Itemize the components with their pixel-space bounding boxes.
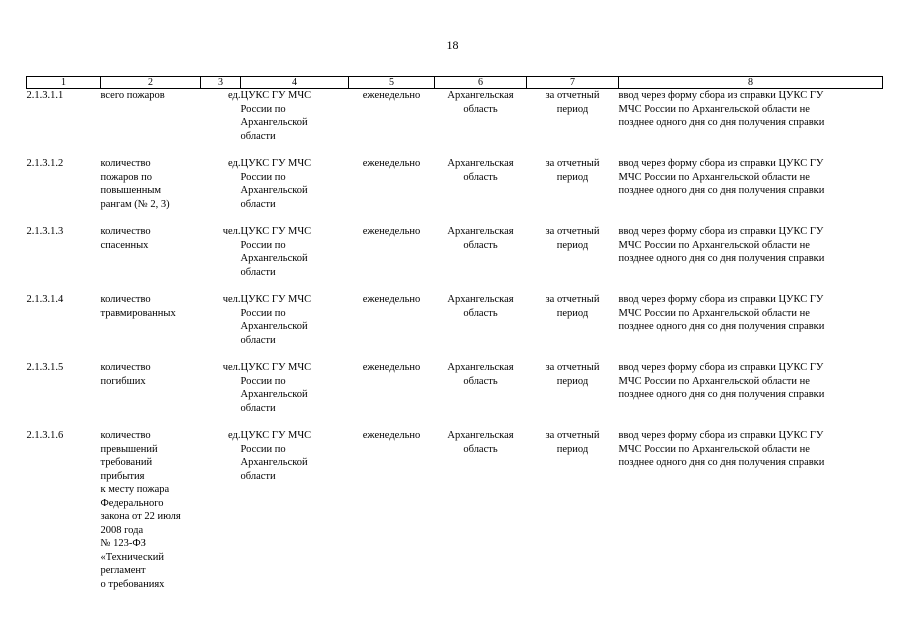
- row-frequency: еженедельно: [362, 226, 421, 237]
- column-header-2: 2: [101, 77, 201, 89]
- row-indicator: количество спасенных: [100, 226, 151, 251]
- row-source: ЦУКС ГУ МЧС России по Архангельской области: [240, 90, 312, 142]
- row-frequency: еженедельно: [362, 158, 421, 169]
- column-header-7: 7: [527, 77, 619, 89]
- table-row: [27, 361, 883, 429]
- row-source: ЦУКС ГУ МЧС России по Архангельской области: [240, 430, 312, 482]
- row-unit: ед.: [228, 430, 241, 441]
- row-territory: Архангельская область: [447, 294, 514, 319]
- table-row: [27, 225, 883, 293]
- row-source: ЦУКС ГУ МЧС России по Архангельской области: [240, 158, 312, 210]
- row-indicator: количество погибших: [100, 362, 151, 387]
- row-code: 2.1.3.1.4: [26, 294, 64, 305]
- row-unit: чел.: [222, 226, 241, 237]
- row-territory: Архангельская область: [447, 226, 514, 251]
- row-indicator: количество пожаров по повышенным рангам (№ 2, 3): [100, 158, 170, 210]
- row-territory: Архангельская область: [447, 90, 514, 115]
- row-period: за отчетный период: [545, 430, 600, 455]
- row-code: 2.1.3.1.3: [26, 226, 64, 237]
- page-number: 18: [446, 38, 459, 52]
- row-period: за отчетный период: [545, 294, 600, 319]
- row-source: ЦУКС ГУ МЧС России по Архангельской области: [240, 226, 312, 278]
- column-number-header: [27, 77, 883, 89]
- column-header-1: 1: [27, 77, 101, 89]
- table-row: [27, 293, 883, 361]
- row-indicator: количество превышений требований прибытия к месту пожара Федерального закона от 22 июля 2008 года № 123-ФЗ «Технический регламент о требованиях: [100, 430, 181, 590]
- row-territory: Архангельская область: [447, 430, 514, 455]
- data-table: [26, 76, 883, 605]
- column-header-5: 5: [349, 77, 435, 89]
- row-frequency: еженедельно: [362, 294, 421, 305]
- row-frequency: еженедельно: [362, 362, 421, 373]
- row-source: ЦУКС ГУ МЧС России по Архангельской области: [240, 294, 312, 346]
- table-row: [27, 157, 883, 225]
- row-code: 2.1.3.1.2: [26, 158, 64, 169]
- row-territory: Архангельская область: [447, 362, 514, 387]
- table-row: [27, 429, 883, 605]
- row-territory: Архангельская область: [447, 158, 514, 183]
- column-header-8: 8: [619, 77, 883, 89]
- row-unit: ед.: [228, 158, 241, 169]
- row-method: ввод через форму сбора из справки ЦУКС ГУ МЧС России по Архангельской области не позднее одного дня со дня получения справки: [618, 430, 825, 468]
- column-header-6: 6: [435, 77, 527, 89]
- row-source: ЦУКС ГУ МЧС России по Архангельской области: [240, 362, 312, 414]
- row-frequency: еженедельно: [362, 90, 421, 101]
- table-row: [27, 89, 883, 158]
- row-period: за отчетный период: [545, 226, 600, 251]
- row-unit: ед.: [228, 90, 241, 101]
- row-period: за отчетный период: [545, 158, 600, 183]
- row-code: 2.1.3.1.1: [26, 90, 64, 101]
- column-header-4: 4: [241, 77, 349, 89]
- row-unit: чел.: [222, 362, 241, 373]
- row-method: ввод через форму сбора из справки ЦУКС ГУ МЧС России по Архангельской области не позднее одного дня со дня получения справки: [618, 158, 825, 196]
- row-period: за отчетный период: [545, 90, 600, 115]
- row-code: 2.1.3.1.5: [26, 362, 64, 373]
- row-method: ввод через форму сбора из справки ЦУКС ГУ МЧС России по Архангельской области не позднее одного дня со дня получения справки: [618, 226, 825, 264]
- row-frequency: еженедельно: [362, 430, 421, 441]
- row-unit: чел.: [222, 294, 241, 305]
- row-period: за отчетный период: [545, 362, 600, 387]
- row-method: ввод через форму сбора из справки ЦУКС ГУ МЧС России по Архангельской области не позднее одного дня со дня получения справки: [618, 90, 825, 128]
- row-method: ввод через форму сбора из справки ЦУКС ГУ МЧС России по Архангельской области не позднее одного дня со дня получения справки: [618, 362, 825, 400]
- table-body: [27, 89, 883, 606]
- row-code: 2.1.3.1.6: [26, 430, 64, 441]
- row-method: ввод через форму сбора из справки ЦУКС ГУ МЧС России по Архангельской области не позднее одного дня со дня получения справки: [618, 294, 825, 332]
- row-indicator: всего пожаров: [100, 90, 165, 101]
- column-header-3: 3: [201, 77, 241, 89]
- row-indicator: количество травмированных: [100, 294, 176, 319]
